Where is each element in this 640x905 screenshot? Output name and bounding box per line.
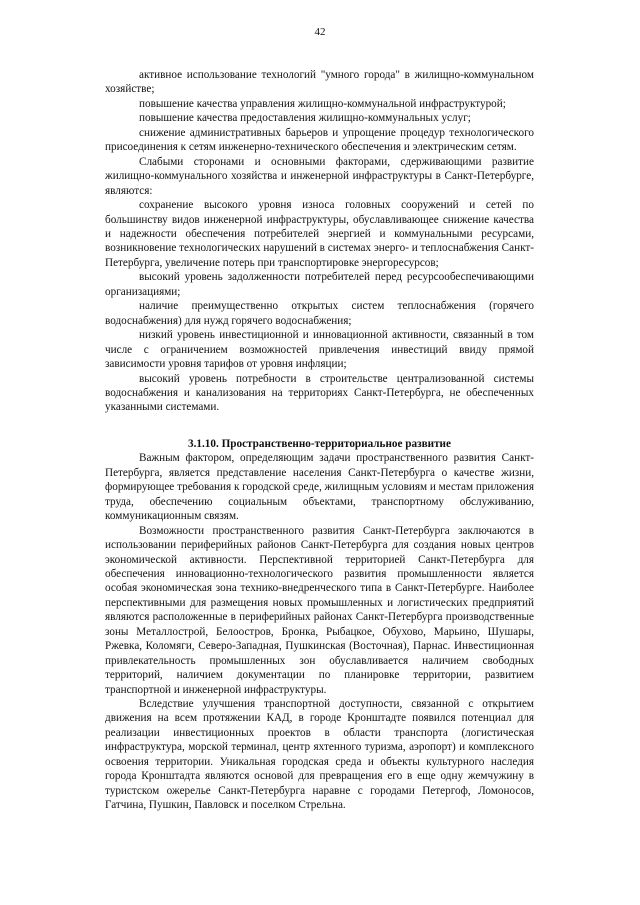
page-number: 42 bbox=[314, 26, 326, 38]
list-item: высокий уровень потребности в строительстве централизованной системы водоснабжения и канализования на территориях Санкт-Петербурга, не обеспеченных указанными системами. bbox=[105, 372, 534, 414]
list-item: активное использование технологий "умного города" в жилищно-коммунальном хозяйстве; bbox=[105, 69, 534, 96]
list-item: высокий уровень задолженности потребителей перед ресурсообеспечивающими организациями; bbox=[105, 271, 534, 298]
list-item: наличие преимущественно открытых систем теплоснабжения (горячего водоснабжения) для нужд горячего водоснабжения; bbox=[105, 300, 534, 327]
body-paragraph: Слабыми сторонами и основными факторами, сдерживающими развитие жилищно-коммунального хозяйства и инженерной инфраструктуры в Санкт-Петербурге, являются: bbox=[105, 155, 534, 197]
list-item: повышение качества предоставления жилищно-коммунальных услуг; bbox=[139, 112, 471, 125]
document-body bbox=[105, 68, 534, 813]
list-item: снижение административных барьеров и упрощение процедур технологического присоединения к сетям инженерно-технического обеспечения и электрическим сетям. bbox=[105, 126, 534, 154]
list-item: низкий уровень инвестиционной и инновационной активности, связанный в том числе с ограничением возможностей привлечения инвестиций ввиду прямой зависимости уровня тарифов от уровня инфляции; bbox=[105, 329, 534, 371]
body-paragraph: Вследствие улучшения транспортной доступности, связанной с открытием движения на всем протяжении КАД, в городе Кронштадте появился потенциал для реализации инвестиционных проектов в области транспорта (логистическая инфраструктура, морской терминал, центр яхтенного туризма, аэропорт) и комплексного освоения территории. Уникальная городская среда и объекты культурного наследия города Кронштадта являются основой для превращения его в еще одну жемчужину в туристском ожерелье Санкт-Петербурга наравне с городами Петергоф, Ломоносов, Гатчина, Пушкин, Павловск и поселком Стрельна. bbox=[105, 698, 534, 812]
body-paragraph: Важным фактором, определяющим задачи пространственного развития Санкт-Петербурга, является представление населения Санкт-Петербурга о качестве жизни, формирующее требования к городской среде, жилищным условиям и местам приложения труда, обеспечению социальным объектами, транспортному обслуживанию, коммуникационным связям. bbox=[105, 452, 534, 523]
list-item: сохранение высокого уровня износа головных сооружений и сетей по большинству видов инженерной инфраструктуры, обуславливающее снижение качества и надежности обеспечения потребителей энергией и коммунальными ресурсами, возникновение технологических нарушений в системах энерго- и теплоснабжения Санкт-Петербурга, увеличение потерь при транспортировке энергоресурсов; bbox=[105, 199, 534, 269]
section-heading: 3.1.10. Пространственно-территориальное развитие bbox=[188, 437, 451, 450]
list-item: повышение качества управления жилищно-коммунальной инфраструктурой; bbox=[139, 97, 506, 110]
body-paragraph: Возможности пространственного развития Санкт-Петербурга заключаются в использовании периферийных районов Санкт-Петербурга для создания новых центров экономической активности. Перспективной территорией Санкт-Петербурга для обеспечения инновационно-технологического развития промышленности является особая экономическая зона технико-внедренческого типа в Санкт-Петербурге. Наиболее перспективными для размещения новых промышленных и логистических предприятий являются расположенные в периферийных районах Санкт-Петербурга производственные зоны Металлострой, Белоостров, Бронка, Рыбацкое, Обухово, Марьино, Шушары, Ржевка, Коломяги, Северо-Западная, Пушкинская (Восточная), Парнас. Инвестиционная привлекательность промышленных зон обуславливается наличием свободных территорий, наличием документации по планировке территории, развитием транспортной и инженерной инфраструктуры. bbox=[105, 524, 534, 696]
